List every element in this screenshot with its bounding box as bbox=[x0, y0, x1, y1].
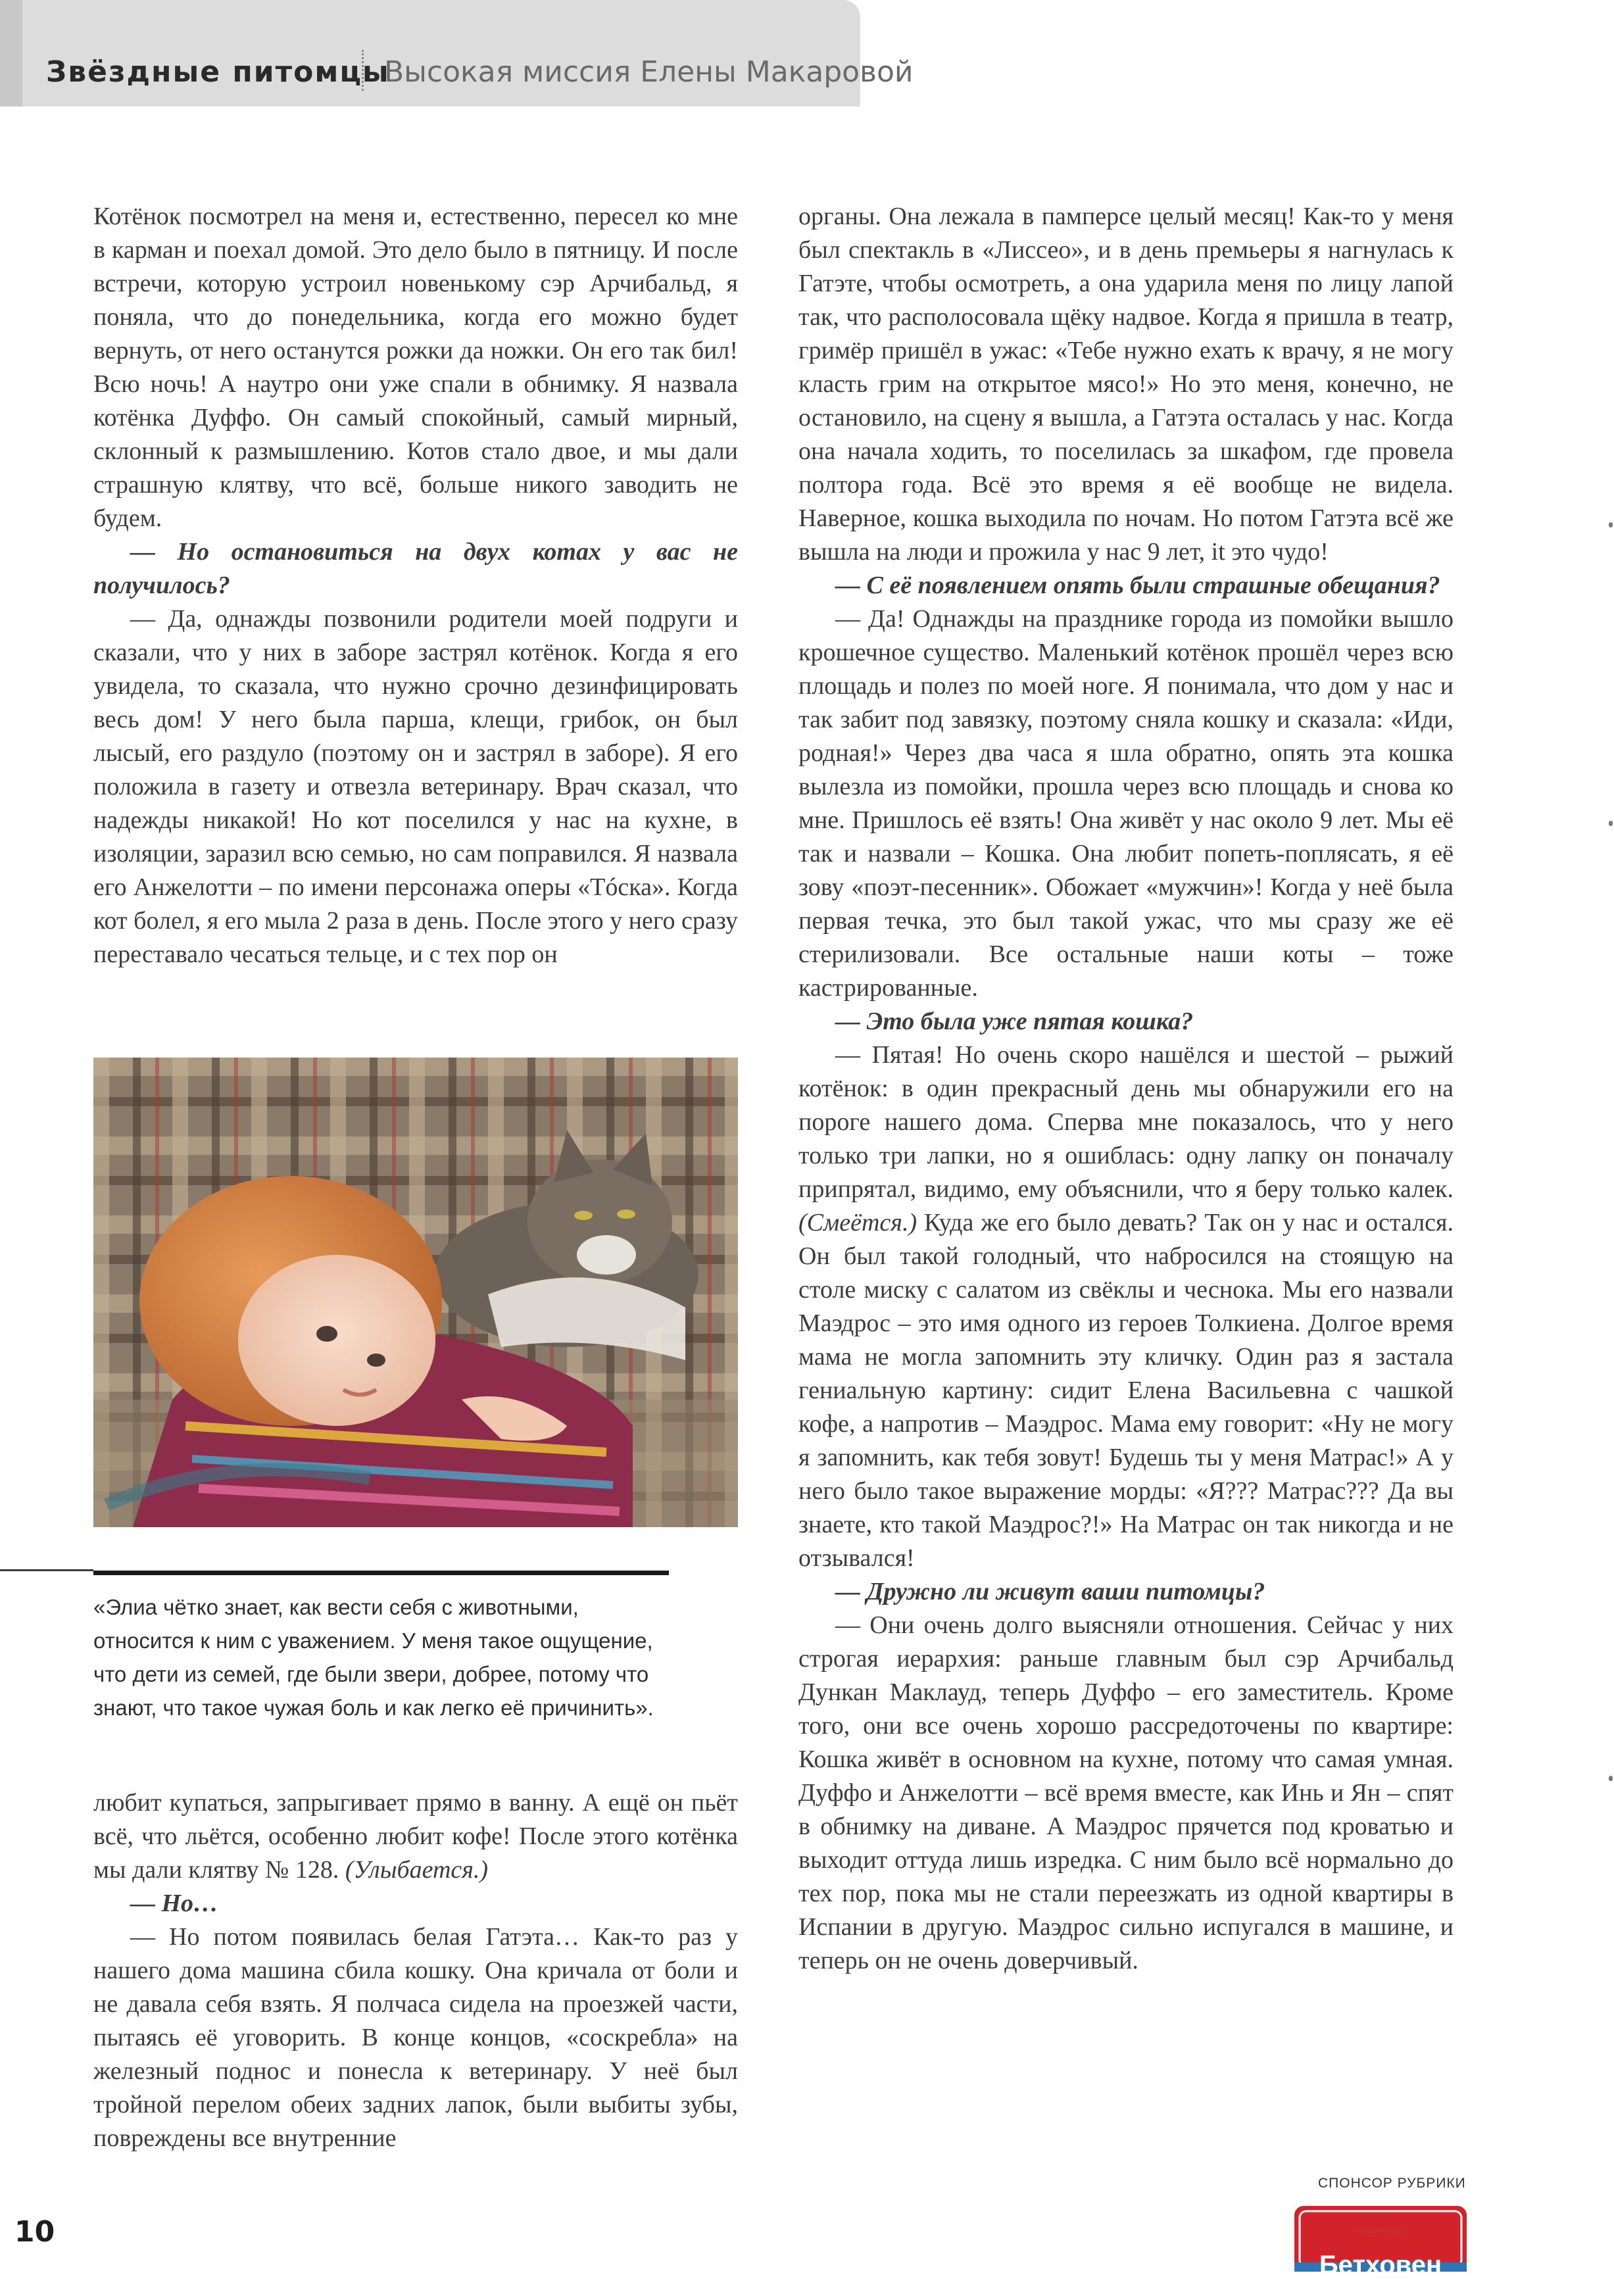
interview-answer bbox=[798, 602, 1454, 1005]
paragraph-text: — Да! Однажды на празднике города из помойки вышло крошечное существо. Маленький котёнок прошёл через всю площадь и полез по моей ноге. Я понимала, что дом у нас и так забит под завязку, поэтому сняла кошку и сказала: «Иди, родная!» Через два часа я шла обратно, опять эта кошка вылезла из помойки, прошла через всю площадь и снова ко мне. Пришлось её взять! Она живёт у нас около 9 лет. Мы её так и назвали – Кошка. Она любит попеть-поплясать, я её зову «поэт-песенник». Обожает «мужчин»! Когда у неё была первая течка, это был такой ужас, что мы сразу же её стерилизовали. Все остальные наши коты – тоже кастрированные. bbox=[798, 605, 1454, 1002]
interview-answer bbox=[93, 602, 738, 971]
sponsor-url[interactable]: www.bethoven.ru bbox=[1352, 2227, 1409, 2235]
stage-remark: (Смеётся.) bbox=[798, 1209, 917, 1236]
left-column-bottom bbox=[93, 1786, 738, 2155]
article-paragraph bbox=[93, 200, 738, 535]
interview-question bbox=[93, 535, 738, 602]
caption-rule bbox=[93, 1571, 669, 1575]
article-paragraph bbox=[798, 200, 1454, 569]
paragraph-text: — Но потом появилась белая Гатэта… Как-то раз у нашего дома машина сбила кошку. Она кричала от боли и не давала себя взять. Я полчаса сидела на проезжей части, пытаясь её уговорить. В конце концов, «соскребла» на железный поднос и понесла к ветеринару. У неё был тройной перелом обеих задних лапок, были выбиты зубы, повреждены все внутренние bbox=[93, 1923, 738, 2152]
photo-caption: «Элиа чётко знает, как вести себя с животными, относится к ним с уважением. У меня такое ощущение, что дети из семей, где были звери, добрее, потому что знают, что такое чужая боль и как легко её причинить». bbox=[93, 1595, 654, 1720]
margin-mark bbox=[1609, 522, 1613, 527]
right-column bbox=[798, 200, 1454, 1978]
paragraph-text: — Они очень долго выясняли отношения. Сейчас у них строгая иерархия: раньше главным был сэр Арчибальд Дункан Маклауд, теперь Дуффо – его заместитель. Кроме того, они все очень хорошо рассредоточены по квартире: Кошка живёт в основном на кухне, потому что самая умная. Дуффо и Анжелотти – всё время вместе, как Инь и Ян – спят в обнимку на диване. А Маэдрос прячется под кроватью и выходит оттуда лишь изредка. С ним было всё нормально до тех пор, пока мы не стали переезжать из одной квартиры в Испании в другую. Маэдрос сильно испугался в машине, и теперь он не очень доверчивый. bbox=[798, 1611, 1454, 1974]
paragraph-text: — Да, однажды позвонили родители моей подруги и сказали, что у них в заборе застрял котёнок. Когда я его увидела, то сказала, что нужно срочно дезинфицировать весь дом! У него была парша, клещи, грибок, он был лысый, его раздуло (поэтому он и застрял в заборе). Я его положила в газету и отвезла ветеринару. Врач сказал, что надежды никакой! Но кот поселился у нас на кухне, в изоляции, заразил всю семью, но сам поправился. Я назвала его Анжелотти – по имени персонажа оперы «Тóска». Когда кот болел, я его мыла 2 раза в день. После этого у него сразу переставало чесаться тельце, и с тех пор он bbox=[93, 605, 738, 968]
paragraph-text: — Но остановиться на двух котах у вас не получилось? bbox=[93, 538, 738, 599]
interview-answer bbox=[798, 1609, 1454, 1978]
paragraph-text: органы. Она лежала в памперсе целый месяц! Как-то у меня был спектакль в «Лиссео», и в день премьеры я нагнулась к Гатэте, чтобы осмотреть, а она ударила меня по лицу лапой так, что располосовала щёку надвое. Когда я пришла в театр, гримёр пришёл в ужас: «Тебе нужно ехать к врачу, я не могу класть грим на открытое мясо!» Но это меня, конечно, не остановило, на сцену я вышла, а Гатэта осталась у нас. Когда она начала ходить, то поселилась за шкафом, где провела полтора года. Всё это время я её вообще не видела. Наверное, кошка выходила по ночам. Но потом Гатэта всё же вышла на люди и прожила у нас 9 лет, it это чудо! bbox=[798, 203, 1454, 566]
sponsor-logo[interactable] bbox=[1294, 2206, 1467, 2295]
header-divider bbox=[362, 50, 364, 91]
header-edge bbox=[0, 0, 22, 107]
photo-illustration bbox=[93, 1058, 738, 1527]
paragraph-text: — Но… bbox=[130, 1890, 219, 1917]
paragraph-text: — С её появлением опять были страшные обещания? bbox=[835, 572, 1440, 599]
sponsor-block bbox=[1294, 2176, 1485, 2295]
interview-question bbox=[798, 569, 1454, 602]
paragraph-text: — Пятая! Но очень скоро нашёлся и шестой – рыжий котёнок: в один прекрасный день мы обнаружили его на пороге нашего дома. Сперва мне показалось, что у него только три лапки, но я ошиблась: одну лапку он поначалу припрятал, видимо, ему объяснили, что я беру только калек. bbox=[798, 1041, 1454, 1203]
sponsor-brand: Бетховен bbox=[1319, 2251, 1442, 2280]
left-column-top bbox=[93, 200, 738, 971]
sponsor-label: СПОНСОР РУБРИКИ bbox=[1318, 2176, 1466, 2191]
margin-mark bbox=[1609, 1776, 1613, 1781]
paragraph-text: — Дружно ли живут ваши питомцы? bbox=[835, 1578, 1265, 1605]
interview-question bbox=[798, 1575, 1454, 1609]
page-number: 10 bbox=[14, 2215, 55, 2249]
stage-remark: (Улыбается.) bbox=[345, 1856, 489, 1884]
rubric-title: Звёздные питомцы bbox=[46, 55, 390, 89]
interview-question bbox=[93, 1887, 738, 1920]
sponsor-tagline: СЕТЬ ЗООМАГАЗИНОВ bbox=[1338, 2287, 1423, 2295]
interview-answer bbox=[93, 1920, 738, 2155]
paragraph-text: любит купаться, запрыгивает прямо в ванну. А ещё он пьёт всё, что льётся, особенно любит кофе! После этого котёнка мы дали клятву № 128. bbox=[93, 1789, 738, 1884]
girl-with-cat-photo bbox=[93, 1058, 738, 1527]
interview-question bbox=[798, 1005, 1454, 1038]
header-bar bbox=[0, 0, 860, 107]
paragraph-text: Котёнок посмотрел на меня и, естественно, пересел ко мне в карман и поехал домой. Это дело было в пятницу. И после встречи, которую устроил новенькому сэр Арчибальд, я поняла, что до понедельника, когда его можно будет вернуть, от него останутся рожки да ножки. Он его так бил! Всю ночь! А наутро они уже спали в обнимку. Я назвала котёнка Дуффо. Он самый спокойный, самый мирный, склонный к размышлению. Котов стало двое, и мы дали страшную клятву, что всё, больше никого заводить не будем. bbox=[93, 203, 738, 532]
article-paragraph bbox=[93, 1786, 738, 1887]
article-title: Высокая миссия Елены Макаровой bbox=[384, 55, 914, 89]
caption-rule-extension bbox=[0, 1569, 93, 1571]
paragraph-text: — Это была уже пятая кошка? bbox=[835, 1008, 1194, 1035]
paragraph-text: Куда же его было девать? Так он у нас и остался. Он был такой голодный, что набросился на стоящую на столе миску с салатом из свёклы и чеснока. Мы его назвали Маэдрос – это имя одного из героев Толкиена. Долгое время мама не могла запомнить эту кличку. Один раз я застала гениальную картину: сидит Елена Васильевна с чашкой кофе, а напротив – Маэдрос. Мама ему говорит: «Ну не могу я запомнить, как тебя зовут! Будешь ты у меня Матрас!» А у него было такое выражение морды: «Я??? Матрас??? Да вы знаете, кто такой Маэдрос?!» На Матрас он так никогда и не отзывался! bbox=[798, 1209, 1454, 1572]
interview-answer bbox=[798, 1038, 1454, 1575]
margin-mark bbox=[1609, 821, 1613, 826]
